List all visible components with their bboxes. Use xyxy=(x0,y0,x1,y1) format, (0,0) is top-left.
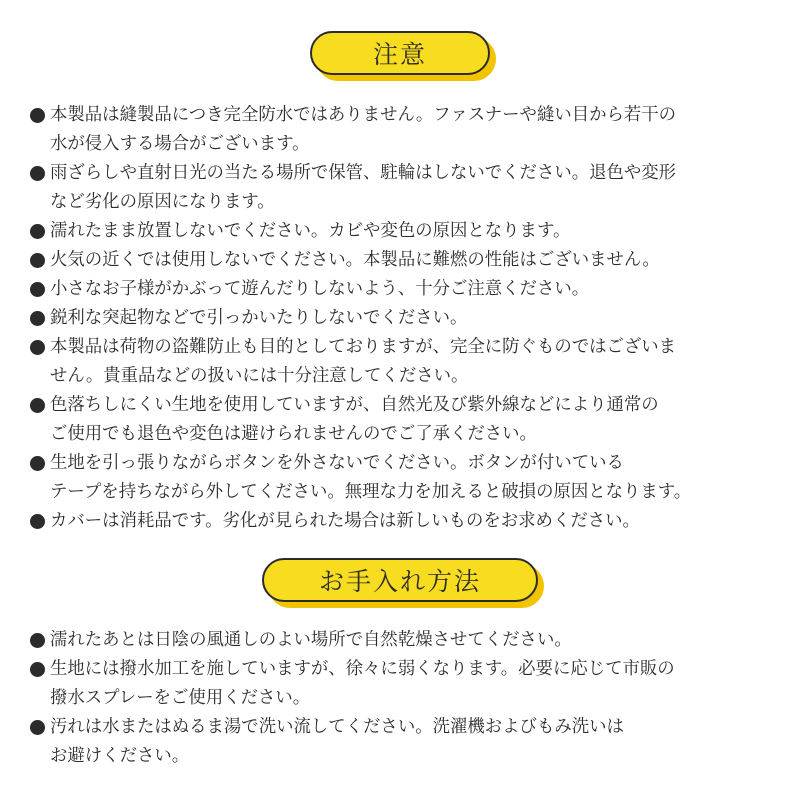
care-title: お手入れ方法 xyxy=(318,567,481,596)
list-item: 小さなお子様がかぶって遊んだりしないよう、十分ご注意ください。 xyxy=(30,275,790,304)
list-item: 本製品は縫製品につき完全防水ではありません。ファスナーや縫い目から若干の 水が侵入する場合がございます。 xyxy=(30,101,790,159)
list-item: 汚れは水またはぬるま湯で洗い流してください。洗濯機およびもみ洗いは お避けください。 xyxy=(30,713,790,771)
bullet-icon xyxy=(30,720,45,735)
bullet-icon xyxy=(30,633,45,648)
list-item: 濡れたあとは日陰の風通しのよい場所で自然乾燥させてください。 xyxy=(30,626,790,655)
list-item: 生地を引っ張りながらボタンを外さないでください。ボタンが付いている テープを持ちながら外してください。無理な力を加えると破損の原因となります。 xyxy=(30,449,790,507)
list-item: 雨ざらしや直射日光の当たる場所で保管、駐輪はしないでください。退色や変形 など劣化の原因になります。 xyxy=(30,159,790,217)
bullet-icon xyxy=(30,253,45,268)
bullet-icon xyxy=(30,398,45,413)
bullet-icon xyxy=(30,166,45,181)
bullet-icon xyxy=(30,224,45,239)
caution-title: 注意 xyxy=(372,40,427,69)
list-item: 生地には撥水加工を施していますが、徐々に弱くなります。必要に応じて市販の 撥水スプレーをご使用ください。 xyxy=(30,655,790,713)
care-title-badge xyxy=(262,558,538,602)
bullet-icon xyxy=(30,311,45,326)
bullet-icon xyxy=(30,514,45,529)
list-item: 濡れたまま放置しないでください。カビや変色の原因となります。 xyxy=(30,217,790,246)
list-item: 鋭利な突起物などで引っかいたりしないでください。 xyxy=(30,304,790,333)
bullet-icon xyxy=(30,282,45,297)
list-item: 火気の近くでは使用しないでください。本製品に難燃の性能はございません。 xyxy=(30,246,790,275)
bullet-icon xyxy=(30,456,45,471)
list-item: カバーは消耗品です。劣化が見られた場合は新しいものをお求めください。 xyxy=(30,507,790,536)
bullet-icon xyxy=(30,340,45,355)
bullet-icon xyxy=(30,662,45,677)
caution-title-badge xyxy=(310,31,490,75)
care-list xyxy=(30,626,790,771)
bullet-icon xyxy=(30,108,45,123)
list-item: 本製品は荷物の盗難防止も目的としておりますが、完全に防ぐものではございま せん。貴重品などの扱いには十分注意してください。 xyxy=(30,333,790,391)
caution-list xyxy=(30,101,790,536)
list-item: 色落ちしにくい生地を使用していますが、自然光及び紫外線などにより通常の ご使用でも退色や変色は避けられませんのでご了承ください。 xyxy=(30,391,790,449)
